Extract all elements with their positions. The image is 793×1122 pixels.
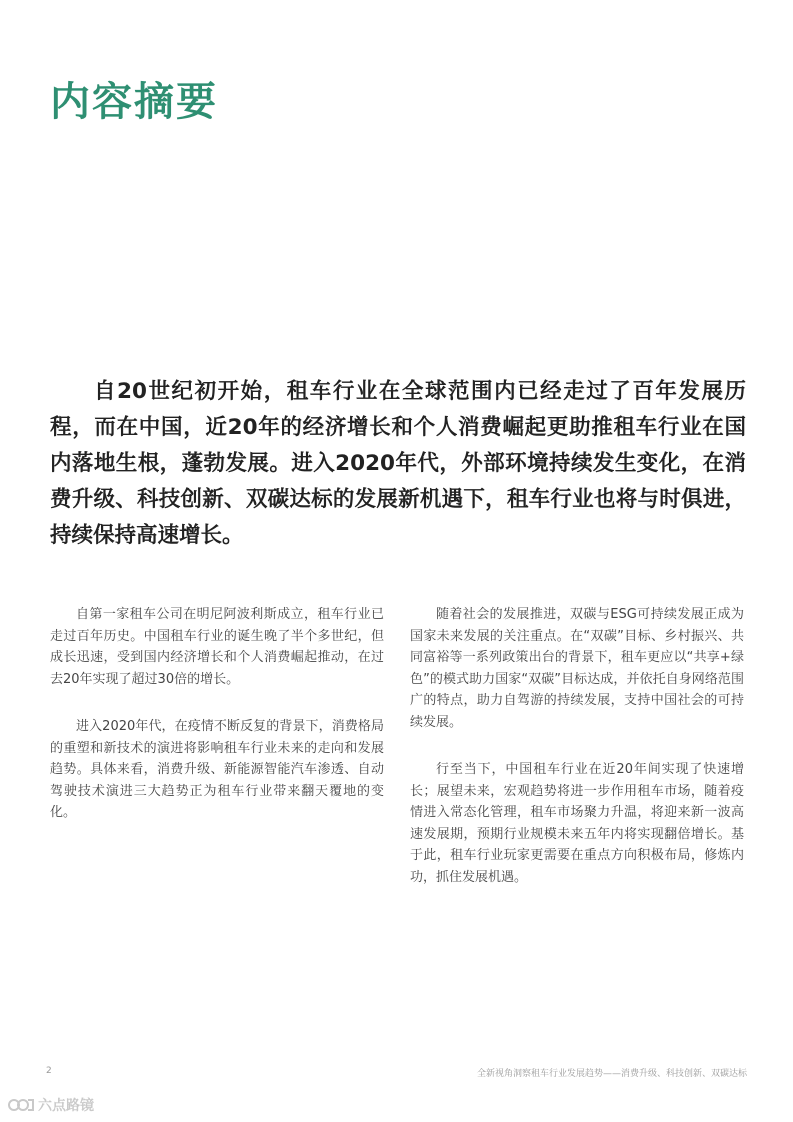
right-paragraph-1: 随着社会的发展推进，双碳与ESG可持续发展正成为国家未来发展的关注重点。在“双碳”目标、乡村振兴、共同富裕等一系列政策出台的背景下，租车更应以“共享+绿色”的模式助力国家“双碳”目标达成，并依托自身网络范围广的特点，助力自驾游的持续发展，支持中国社会的可持续发展。 [410, 607, 744, 730]
right-paragraph-2: 行至当下，中国租车行业在近20年间实现了快速增长；展望未来，宏观趋势将进一步作用租车市场，随着疫情进入常态化管理，租车市场聚力升温，将迎来新一波高速发展期，预期行业规模未来五年内将实现翻倍增长。基于此，租车行业玩家更需要在重点方向积极布局，修炼内功，抓住发展机遇。 [410, 762, 744, 885]
lead-paragraph: 自20世纪初开始，租车行业在全球范围内已经走过了百年发展历程，而在中国，近20年的经济增长和个人消费崛起更助推租车行业在国内落地生根，蓬勃发展。进入2020年代，外部环境持续发生变化，在消费升级、科技创新、双碳达标的发展新机遇下，租车行业也将与时俱进，持续保持高速增长。 [50, 379, 746, 548]
watermark-text: 六点路镜 [38, 1098, 94, 1114]
footer-text: 全新视角洞察租车行业发展趋势——消费升级、科技创新、双碳达标 [476, 1069, 747, 1079]
watermark [8, 1095, 94, 1115]
left-paragraph-2: 进入2020年代，在疫情不断反复的背景下，消费格局的重塑和新技术的演进将影响租车行业未来的走向和发展趋势。具体来看，消费升级、新能源智能汽车渗透、自动驾驶技术演进三大趋势正为租车行业带来翻天覆地的变化。 [50, 719, 384, 820]
page-title: 内容摘要 [50, 79, 218, 125]
left-column [50, 604, 384, 850]
right-column [410, 604, 744, 914]
page-number: 2 [46, 1066, 52, 1076]
left-paragraph-1: 自第一家租车公司在明尼阿波利斯成立，租车行业已走过百年历史。中国租车行业的诞生晚了半个多世纪，但成长迅速，受到国内经济增长和个人消费崛起推动，在过去20年实现了超过30倍的增长。 [50, 607, 384, 687]
logo-icon [8, 1096, 34, 1114]
